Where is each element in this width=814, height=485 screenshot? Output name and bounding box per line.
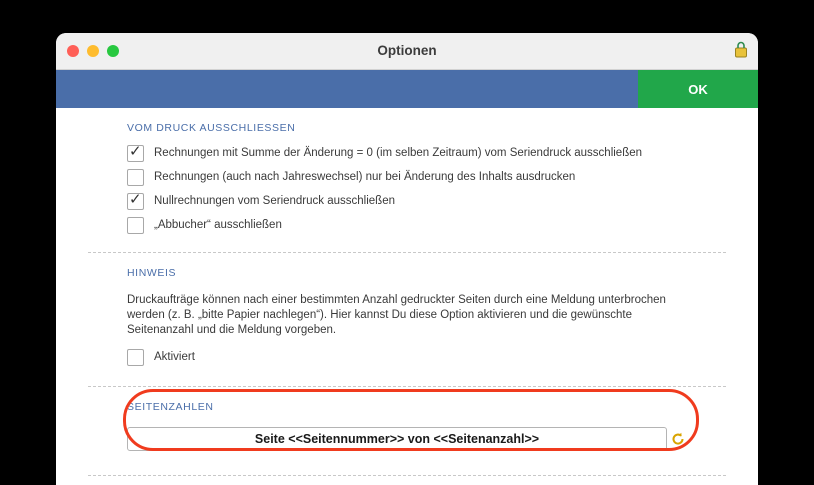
divider-3: [88, 475, 726, 476]
section-pagenumbers: [56, 387, 758, 476]
window-titlebar: [56, 33, 758, 70]
option-row-exclude-zero-sum[interactable]: [56, 142, 758, 166]
option-label-print-only-on-change: Rechnungen (auch nach Jahreswechsel) nur bei Änderung des Inhalts ausdrucken: [154, 171, 576, 183]
option-row-print-only-on-change[interactable]: [56, 166, 758, 190]
option-label-exclude-zero-sum: Rechnungen mit Summe der Änderung = 0 (im selben Zeitraum) vom Seriendruck ausschließen: [154, 147, 643, 159]
pagenumbers-field-row: [56, 421, 758, 461]
option-label-exclude-zero-invoices: Nullrechnungen vom Seriendruck ausschließen: [154, 195, 395, 207]
section-exclude: [56, 108, 758, 253]
window-toolbar: [56, 70, 758, 108]
ok-button[interactable]: OK: [638, 70, 758, 108]
checkbox-exclude-zero-sum[interactable]: [127, 145, 144, 162]
option-label-hint-enabled: Aktiviert: [154, 351, 195, 363]
window-title: Optionen: [377, 43, 437, 58]
lock-icon: [734, 41, 748, 59]
section-hint-text: Druckaufträge können nach einer bestimmten Anzahl gedruckter Seiten durch eine Meldung unterbrochen werden (z. B. „bitte Papier nachlegen“). Hier kannst Du diese Option aktivieren und die gewünschte Seitenanzahl und die Meldung vorgeben.: [127, 294, 666, 336]
option-label-exclude-direct-debit: „Abbucher“ ausschließen: [154, 219, 282, 231]
option-row-hint-enabled[interactable]: [56, 346, 758, 370]
checkbox-exclude-direct-debit[interactable]: [127, 217, 144, 234]
option-row-exclude-direct-debit[interactable]: [56, 214, 758, 238]
checkbox-hint-enabled[interactable]: [127, 349, 144, 366]
toolbar-blue-area: [56, 70, 638, 108]
options-content: [56, 108, 758, 485]
option-row-exclude-zero-invoices[interactable]: [56, 190, 758, 214]
checkbox-print-only-on-change[interactable]: [127, 169, 144, 186]
section-hint: [56, 253, 758, 387]
checkbox-exclude-zero-invoices[interactable]: [127, 193, 144, 210]
section-hint-title: HINWEIS: [127, 267, 177, 279]
pagenumbers-input[interactable]: [127, 427, 667, 451]
section-pagenumbers-title: SEITENZAHLEN: [127, 401, 214, 413]
section-exclude-title: VOM DRUCK AUSSCHLIESSEN: [127, 122, 296, 134]
options-window: [56, 33, 758, 485]
refresh-icon[interactable]: [671, 432, 685, 446]
